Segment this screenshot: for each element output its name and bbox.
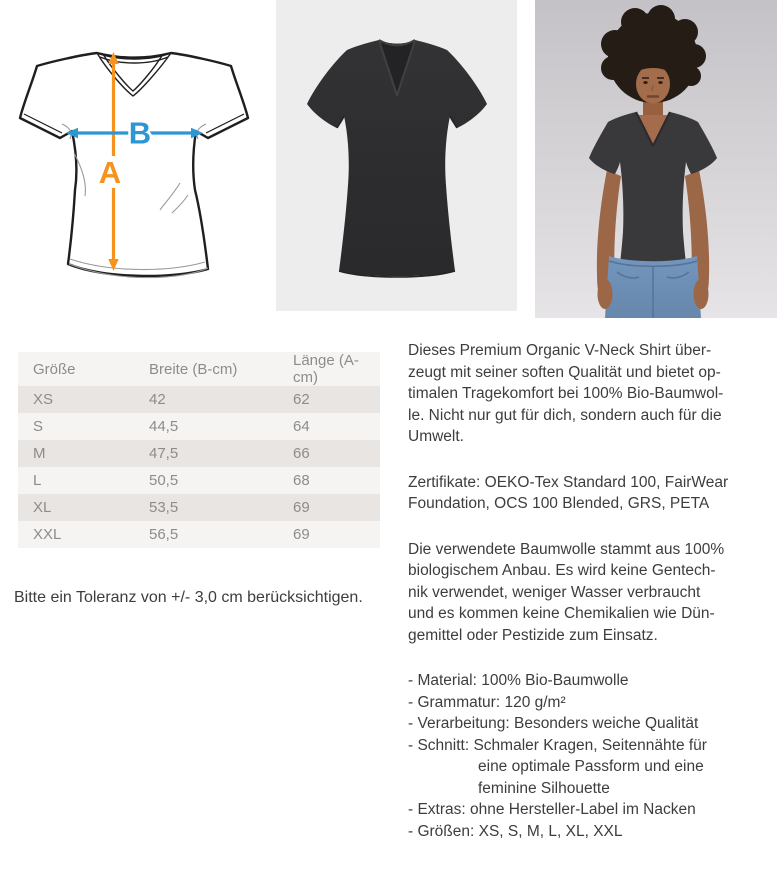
description-line: - Verarbeitung: Besonders weiche Qualität bbox=[408, 715, 699, 732]
table-row bbox=[18, 521, 380, 548]
table-cell: XXL bbox=[18, 521, 134, 548]
table-cell: 64 bbox=[278, 413, 380, 440]
description-line: timalen Tragekomfort bei 100% Bio-Baumwol- bbox=[408, 385, 724, 402]
table-cell: 53,5 bbox=[134, 494, 278, 521]
description-line: eine optimale Passform und eine bbox=[478, 758, 704, 775]
description-line: biologischem Anbau. Es wird keine Gentech- bbox=[408, 562, 716, 579]
table-cell: M bbox=[18, 440, 134, 467]
table-cell: 68 bbox=[278, 467, 380, 494]
size-table bbox=[18, 352, 380, 548]
description-line: feminine Silhouette bbox=[478, 779, 610, 797]
description-paragraph bbox=[408, 670, 777, 842]
tolerance-note: Bitte ein Toleranz von +/- 3,0 cm berücksichtigen. bbox=[14, 589, 363, 606]
size-diagram-image bbox=[12, 38, 254, 290]
description-line: Zertifikate: OEKO-Tex Standard 100, FairWear bbox=[408, 473, 729, 491]
table-header-cell: Länge (A-cm) bbox=[278, 352, 380, 386]
size-table-body bbox=[18, 386, 380, 548]
tshirt-outline bbox=[20, 53, 248, 276]
table-row bbox=[18, 440, 380, 467]
description-line: - Schnitt: Schmaler Kragen, Seitennähte für bbox=[408, 736, 707, 754]
description-line: Die verwendete Baumwolle stammt aus 100% bbox=[408, 540, 725, 558]
size-table-header-row bbox=[18, 352, 380, 386]
table-cell: 44,5 bbox=[134, 413, 278, 440]
description-line: - Grammatur: 120 g/m² bbox=[408, 693, 566, 711]
description-line: nik verwendet, weniger Wasser verbraucht bbox=[408, 583, 701, 601]
description-line: - Material: 100% Bio-Baumwolle bbox=[408, 672, 629, 689]
product-photo-flat bbox=[276, 0, 517, 311]
description-line: Dieses Premium Organic V-Neck Shirt über- bbox=[408, 342, 712, 359]
description-line: und es kommen keine Chemikalien wie Dün- bbox=[408, 605, 715, 622]
tshirt-measure-illustration bbox=[12, 38, 254, 290]
description-line: Umwelt. bbox=[408, 428, 464, 445]
model-illustration bbox=[535, 0, 777, 318]
description-paragraph bbox=[408, 340, 777, 448]
label-B: B bbox=[128, 115, 152, 151]
description-paragraph bbox=[408, 472, 777, 515]
description-paragraph bbox=[408, 539, 777, 647]
table-cell: 62 bbox=[278, 386, 380, 413]
flat-shirt-illustration bbox=[276, 0, 517, 311]
product-photo-model bbox=[535, 0, 777, 318]
table-row bbox=[18, 386, 380, 413]
label-A: A bbox=[98, 155, 122, 190]
description-line: - Extras: ohne Hersteller-Label im Nacken bbox=[408, 801, 696, 818]
table-cell: 56,5 bbox=[134, 521, 278, 548]
table-row bbox=[18, 413, 380, 440]
table-cell: 47,5 bbox=[134, 440, 278, 467]
table-cell: 42 bbox=[134, 386, 278, 413]
product-description bbox=[408, 340, 777, 866]
table-cell: 69 bbox=[278, 521, 380, 548]
table-cell: S bbox=[18, 413, 134, 440]
description-line: gemittel oder Pestizide zum Einsatz. bbox=[408, 626, 658, 644]
description-line: - Größen: XS, S, M, L, XL, XXL bbox=[408, 822, 623, 840]
description-line: zeugt mit seiner soften Qualität und bietet op- bbox=[408, 363, 721, 381]
table-header-cell: Breite (B-cm) bbox=[134, 352, 278, 386]
table-cell: 69 bbox=[278, 494, 380, 521]
table-header-cell: Größe bbox=[18, 352, 134, 386]
table-cell: XL bbox=[18, 494, 134, 521]
table-row bbox=[18, 467, 380, 494]
description-line: Foundation, OCS 100 Blended, GRS, PETA bbox=[408, 495, 710, 512]
description-line: le. Nicht nur gut für dich, sondern auch für die bbox=[408, 406, 722, 424]
table-cell: 50,5 bbox=[134, 467, 278, 494]
table-row bbox=[18, 494, 380, 521]
table-cell: L bbox=[18, 467, 134, 494]
table-cell: 66 bbox=[278, 440, 380, 467]
table-cell: XS bbox=[18, 386, 134, 413]
